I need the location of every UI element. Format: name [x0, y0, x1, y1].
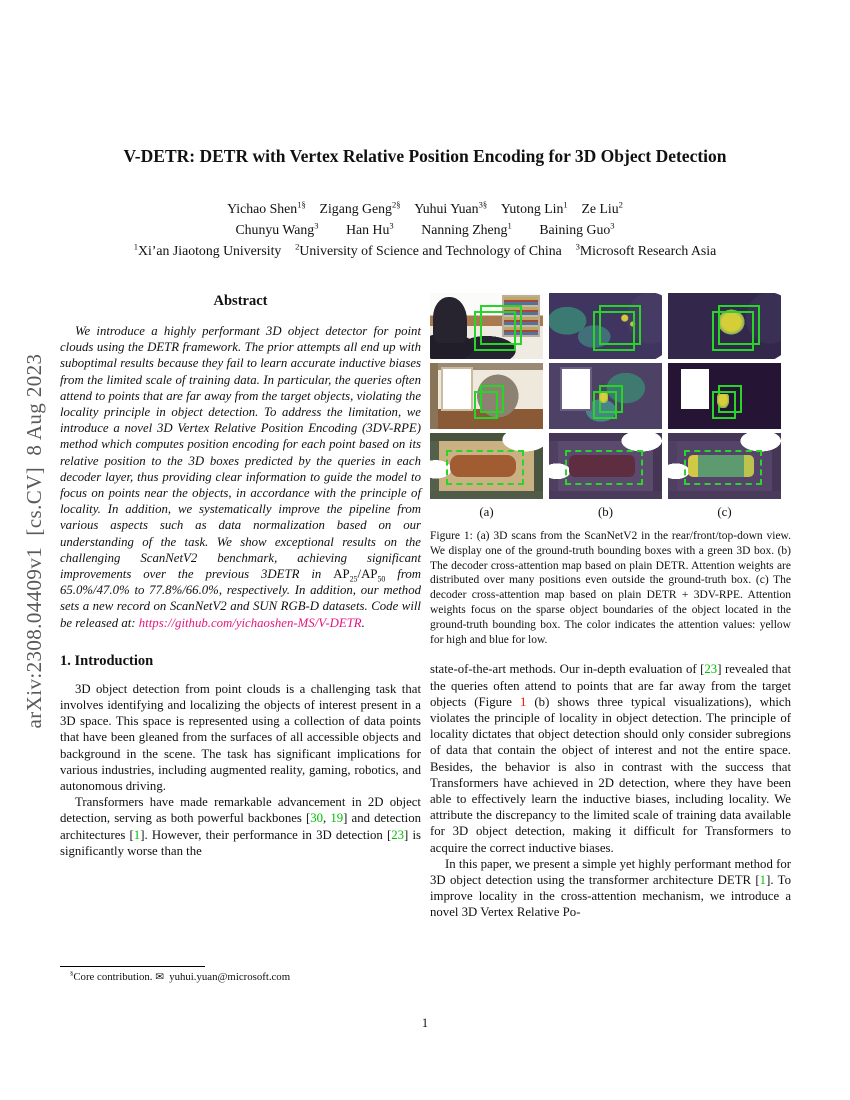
text-segment: Core contribution.	[73, 971, 156, 983]
figure-1-caption: Figure 1: (a) 3D scans from the ScanNetV2 in the rear/front/top-down view. We display one of the ground-truth bounding boxes with a green 3D box. (b) The decoder cross-attention map based on plain DETR. Attention weights are distributed over many positions even outside the ground-truth box. (c) The decoder cross-attention map based on plain DETR + 3DV-RPE. Attention weights focus on the sparse object boundaries of the object located in the ground-truth bounding box. The color indicates the attention values: yellow for high and blue for low.	[430, 530, 791, 646]
ground-truth-box	[593, 391, 617, 419]
ref-23[interactable]: 23	[704, 662, 718, 677]
text-segment	[487, 201, 501, 216]
text-segment: Transformers have made remarkable advancement in 2D object detection, serving as both powerful backbones [	[60, 795, 421, 826]
right-paragraph-1	[430, 661, 791, 855]
text-segment: Chunyu Wang	[235, 222, 315, 237]
text-segment: 50	[377, 574, 386, 584]
envelope-icon: ✉	[155, 972, 164, 983]
text-segment	[318, 222, 346, 237]
right-column	[430, 293, 791, 921]
panel-front-view-attention-plain-detr	[549, 363, 662, 429]
text-segment: We introduce a highly performant 3D object detector for point clouds using the DETR framework. The prior attempts all end up with suboptimal results because they fail to learn accurate inductive biases from the limited scale of training data. In particular, the queries often attend to points that are far away from the target objects, violating the locality principle in object detection. To address the limitation, we introduce a novel 3D Vertex Relative Position Encoding (3DV-RPE) method which computes position encoding for each point based on its relative position to the 3D boxes predicted by the queries in each decoder layer, thus providing clear information to guide the model to focus on points near the objects, in accordance with the principle of locality. In addition, we systematically improve the pipeline from various aspects such as data normalization based on our understanding of the task. We show exceptional results on the challenging ScanNetV2 benchmark, achieving significant improvements over the previous 3DETR in	[60, 324, 421, 582]
text-segment: Yutong Lin	[500, 201, 564, 216]
ground-truth-box-face	[480, 385, 504, 413]
text-segment: (b) shows three typical visualizations), which violates the principle of	[430, 694, 791, 725]
text-segment: 3	[610, 220, 615, 231]
ground-truth-box	[446, 450, 524, 485]
figure-1	[430, 293, 791, 647]
text-segment: ]. To improve locality in the cross-attention mechanism, we introduce a novel 3D Vertex Relative Po-	[430, 873, 791, 920]
text-segment: 3	[575, 241, 580, 252]
arxiv-banner: arXiv:2308.04409v1 [cs.CV] 8 Aug 2023	[22, 353, 46, 729]
ref-1[interactable]: 1	[133, 827, 141, 842]
text-segment: 2	[295, 241, 300, 252]
text-segment	[401, 201, 415, 216]
page-number: 1	[421, 1016, 429, 1030]
text-segment	[562, 243, 576, 258]
panel-top-down-attention-3dv-rpe	[668, 433, 781, 499]
panel-rear-view-attention-3dv-rpe	[668, 293, 781, 359]
text-segment	[306, 201, 320, 216]
ground-truth-box	[684, 450, 762, 485]
figure-1-column-labels	[430, 505, 791, 520]
panel-top-down-rgb-scan	[430, 433, 543, 499]
footnote-block	[60, 966, 421, 983]
text-segment: .	[361, 615, 365, 630]
ref-19[interactable]: 19	[330, 811, 344, 826]
figure-label-a: (a)	[479, 505, 494, 519]
text-segment: AP	[361, 567, 378, 582]
text-segment: 2	[618, 199, 623, 210]
paper-header	[60, 146, 790, 259]
ground-truth-box-face	[599, 385, 623, 413]
figure-1-link[interactable]: 1	[519, 694, 527, 709]
panel-front-view-rgb-scan	[430, 363, 543, 429]
author-line-1	[60, 201, 790, 217]
ground-truth-box	[565, 450, 643, 485]
text-segment: §	[70, 970, 74, 978]
author-line-2	[60, 222, 790, 238]
text-segment: 25	[349, 574, 358, 584]
text-segment: ] revealed that the queries often attend to points that are far away from the target objects (Figure	[430, 662, 791, 709]
panel-top-down-attention-plain-detr	[549, 433, 662, 499]
abstract-heading: Abstract	[213, 293, 268, 309]
footnote-rule	[60, 966, 205, 967]
text-segment	[281, 243, 295, 258]
text-segment: locality	[559, 710, 598, 725]
ground-truth-box-face	[480, 305, 522, 345]
panel-rear-view-rgb-scan	[430, 293, 543, 359]
github-link[interactable]: https://github.com/yichaoshen-MS/V-DETR	[138, 615, 362, 630]
text-segment: /	[357, 567, 362, 582]
text-segment: from 65.0%/47.0% to 77.8%/66.0%, respectively. In addition, our method sets a new record on ScanNetV2 and SUN RGB-D datasets. Code will be released at:	[60, 567, 421, 630]
text-segment: Han Hu	[346, 222, 390, 237]
text-segment: ] is significantly worse than the	[60, 827, 422, 858]
left-column	[60, 293, 421, 859]
ground-truth-box	[593, 311, 635, 351]
footnote	[60, 971, 421, 983]
ref-30[interactable]: 30	[310, 811, 324, 826]
text-segment: state-of-the-art methods. Our in-depth evaluation of [	[430, 662, 705, 677]
text-segment: In this paper, we present a simple yet highly performant method for 3D object detection using the transformer architecture DETR [	[430, 856, 791, 888]
text-segment: 3	[389, 220, 394, 231]
intro-paragraph-1: 3D object detection from point clouds is a challenging task that involves identifying and localizing the objects of interest present in a 3D space. This space is represented using a collection of data points that have been gleaned from the surfaces of all accessible objects and background in the scene. The task has significant implications for various industries, including augmented reality, gaming, robotics, and autonomous driving.	[60, 681, 421, 794]
figure-label-b: (b)	[598, 505, 613, 519]
text-segment: Xi’an Jiaotong University	[138, 243, 282, 258]
panel-front-view-attention-3dv-rpe	[668, 363, 781, 429]
text-segment: ,	[323, 811, 331, 826]
text-segment: AP	[333, 567, 350, 582]
text-segment: Nanning Zheng	[421, 222, 508, 237]
text-segment: 3§	[478, 199, 488, 210]
ground-truth-box	[712, 311, 754, 351]
ground-truth-box-face	[718, 305, 760, 345]
text-segment: 1	[563, 199, 568, 210]
right-paragraph-2	[430, 856, 791, 921]
text-segment: in object detection. The principle of locality dictates that object detection should only consider subregions of data that contain the object of interest and not the entire space. Besides, the behavior is also in contrast with the success that Transformers have achieved in 2D detection, where they have been able to effectively learn the inductive biases, including locality. We attribute the discrepancy to the limited scale of training data available for 3D object detection, making it difficult for Transformers to acquire the correct inductive biases.	[430, 710, 791, 855]
ground-truth-box-face	[599, 305, 641, 345]
door-blob	[443, 369, 471, 409]
ground-truth-box	[474, 391, 498, 419]
text-segment: Baining Guo	[539, 222, 611, 237]
paper-title: V-DETR: DETR with Vertex Relative Position Encoding for 3D Object Detection	[123, 146, 727, 166]
text-segment	[512, 222, 540, 237]
text-segment: 2§	[391, 199, 401, 210]
ground-truth-box-face	[718, 385, 742, 413]
ref-23[interactable]: 23	[391, 827, 405, 842]
panel-rear-view-attention-plain-detr	[549, 293, 662, 359]
section-heading-introduction: 1. Introduction	[60, 652, 154, 669]
intro-paragraph-2	[60, 794, 421, 859]
text-segment: 1	[507, 220, 512, 231]
affiliations	[60, 243, 790, 259]
text-segment: Zigang Geng	[319, 201, 392, 216]
ref-1[interactable]: 1	[759, 873, 767, 888]
text-segment: 3	[314, 220, 319, 231]
door-blob	[681, 369, 709, 409]
text-segment: Yuhui Yuan	[414, 201, 479, 216]
ground-truth-box	[712, 391, 736, 419]
text-segment: Yichao Shen	[227, 201, 298, 216]
text-segment: Ze Liu	[581, 201, 619, 216]
text-segment: ]. However, their performance in 3D detection [	[140, 827, 392, 842]
text-segment: University of Science and Technology of China	[299, 243, 562, 258]
text-segment: ] and detection architectures [	[60, 811, 421, 842]
ground-truth-box	[474, 311, 516, 351]
abstract-body	[60, 323, 421, 631]
text-segment: 1§	[297, 199, 306, 210]
chair-blob	[433, 297, 467, 343]
figure-label-c: (c)	[717, 505, 732, 519]
text-segment: Microsoft Research Asia	[579, 243, 717, 258]
text-segment	[394, 222, 422, 237]
contact-email[interactable]: yuhui.yuan@microsoft.com	[163, 971, 291, 983]
text-segment	[568, 201, 582, 216]
text-segment: 1	[133, 241, 138, 252]
door-blob	[562, 369, 590, 409]
figure-1-grid	[430, 293, 791, 499]
